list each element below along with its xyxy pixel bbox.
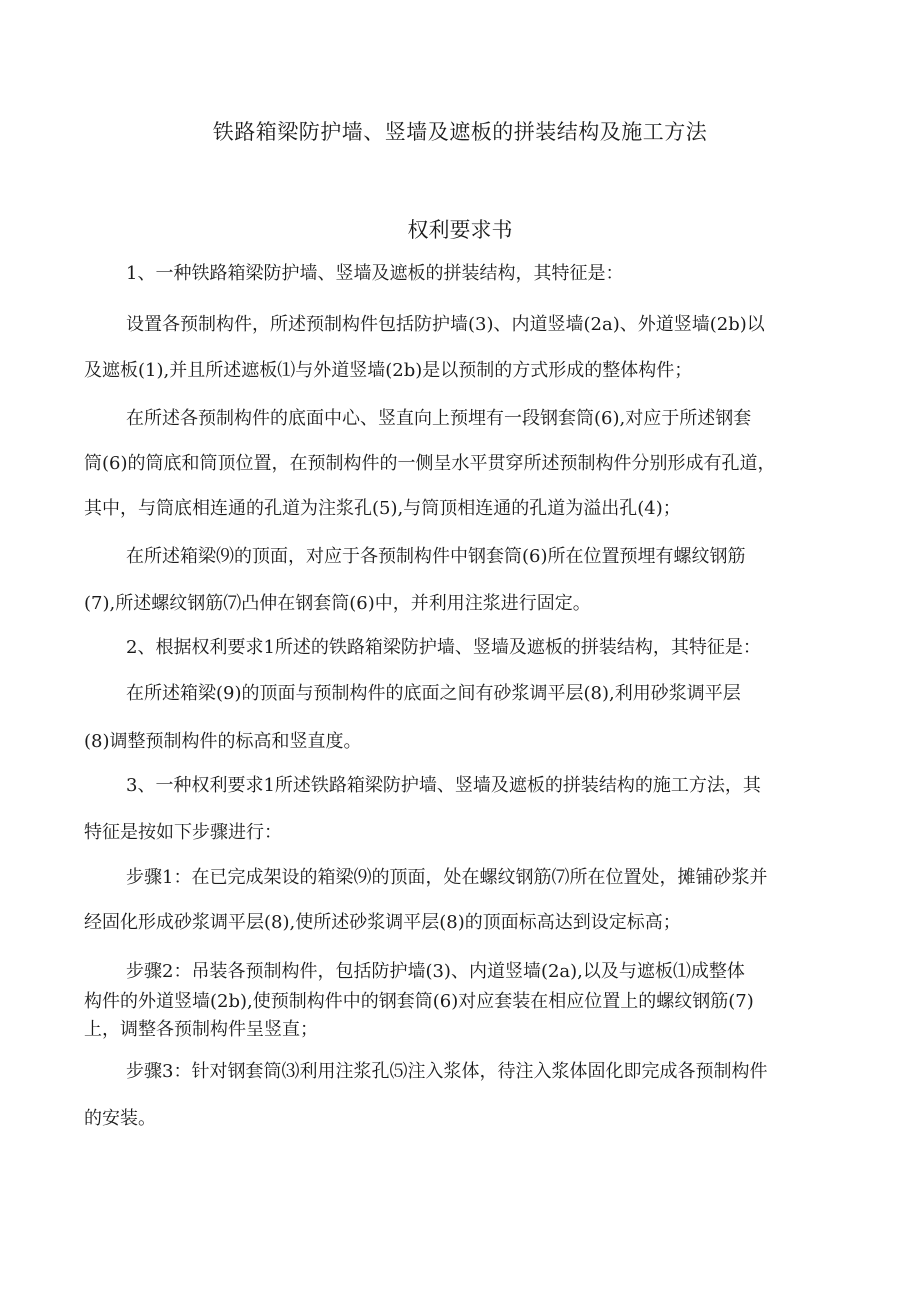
step-1-line: 步骤1：在已完成架设的箱梁⑼的顶面，处在螺纹钢筋⑺所在位置处，摊铺砂浆并 bbox=[126, 867, 768, 888]
paragraph-line: 在所述箱梁⑼的顶面，对应于各预制构件中钢套筒(6)所在位置预埋有螺纹钢筋 bbox=[126, 546, 746, 567]
claim-1-heading: 1、一种铁路箱梁防护墙、竖墙及遮板的拼装结构，其特征是： bbox=[126, 263, 624, 284]
paragraph-line: 上，调整各预制构件呈竖直； bbox=[84, 1019, 318, 1040]
section-title: 权利要求书 bbox=[407, 218, 513, 242]
paragraph-line: (8)调整预制构件的标高和竖直度。 bbox=[84, 731, 362, 752]
paragraph-line: 筒(6)的筒底和筒顶位置，在预制构件的一侧呈水平贯穿所述预制构件分别形成有孔道， bbox=[84, 453, 776, 474]
step-3-line: 步骤3：针对钢套筒⑶利用注浆孔⑸注入浆体，待注入浆体固化即完成各预制构件 bbox=[126, 1061, 768, 1082]
step-2-line: 步骤2：吊装各预制构件，包括防护墙(3)、内道竖墙(2a),以及与遮板⑴成整体 bbox=[126, 961, 745, 982]
paragraph-line: 在所述各预制构件的底面中心、竖直向上预埋有一段钢套筒(6),对应于所述钢套 bbox=[126, 408, 752, 429]
claim-2-heading: 2、根据权利要求1所述的铁路箱梁防护墙、竖墙及遮板的拼装结构，其特征是： bbox=[126, 637, 761, 658]
paragraph-line: 及遮板(1),并且所述遮板⑴与外道竖墙(2b)是以预制的方式形成的整体构件； bbox=[84, 360, 693, 381]
paragraph-line: 经固化形成砂浆调平层(8),使所述砂浆调平层(8)的顶面标高达到设定标高； bbox=[84, 912, 681, 933]
document-title: 铁路箱梁防护墙、竖墙及遮板的拼装结构及施工方法 bbox=[212, 120, 708, 144]
paragraph-line: 的安装。 bbox=[84, 1108, 156, 1129]
paragraph-line: 特征是按如下步骤进行： bbox=[84, 822, 282, 843]
paragraph-line: 在所述箱梁(9)的顶面与预制构件的底面之间有砂浆调平层(8),利用砂浆调平层 bbox=[126, 683, 741, 704]
paragraph-line: 构件的外道竖墙(2b),使预制构件中的钢套筒(6)对应套装在相应位置上的螺纹钢筋(7) bbox=[84, 991, 754, 1012]
paragraph-line: 其中，与筒底相连通的孔道为注浆孔(5),与筒顶相连通的孔道为溢出孔(4)； bbox=[84, 498, 681, 519]
paragraph-line: (7),所述螺纹钢筋⑺凸伸在钢套筒(6)中，并利用注浆进行固定。 bbox=[84, 593, 591, 614]
claim-3-heading: 3、一种权利要求1所述铁路箱梁防护墙、竖墙及遮板的拼装结构的施工方法，其 bbox=[126, 775, 761, 796]
paragraph-line: 设置各预制构件，所述预制构件包括防护墙(3)、内道竖墙(2a)、外道竖墙(2b)以 bbox=[126, 314, 765, 335]
